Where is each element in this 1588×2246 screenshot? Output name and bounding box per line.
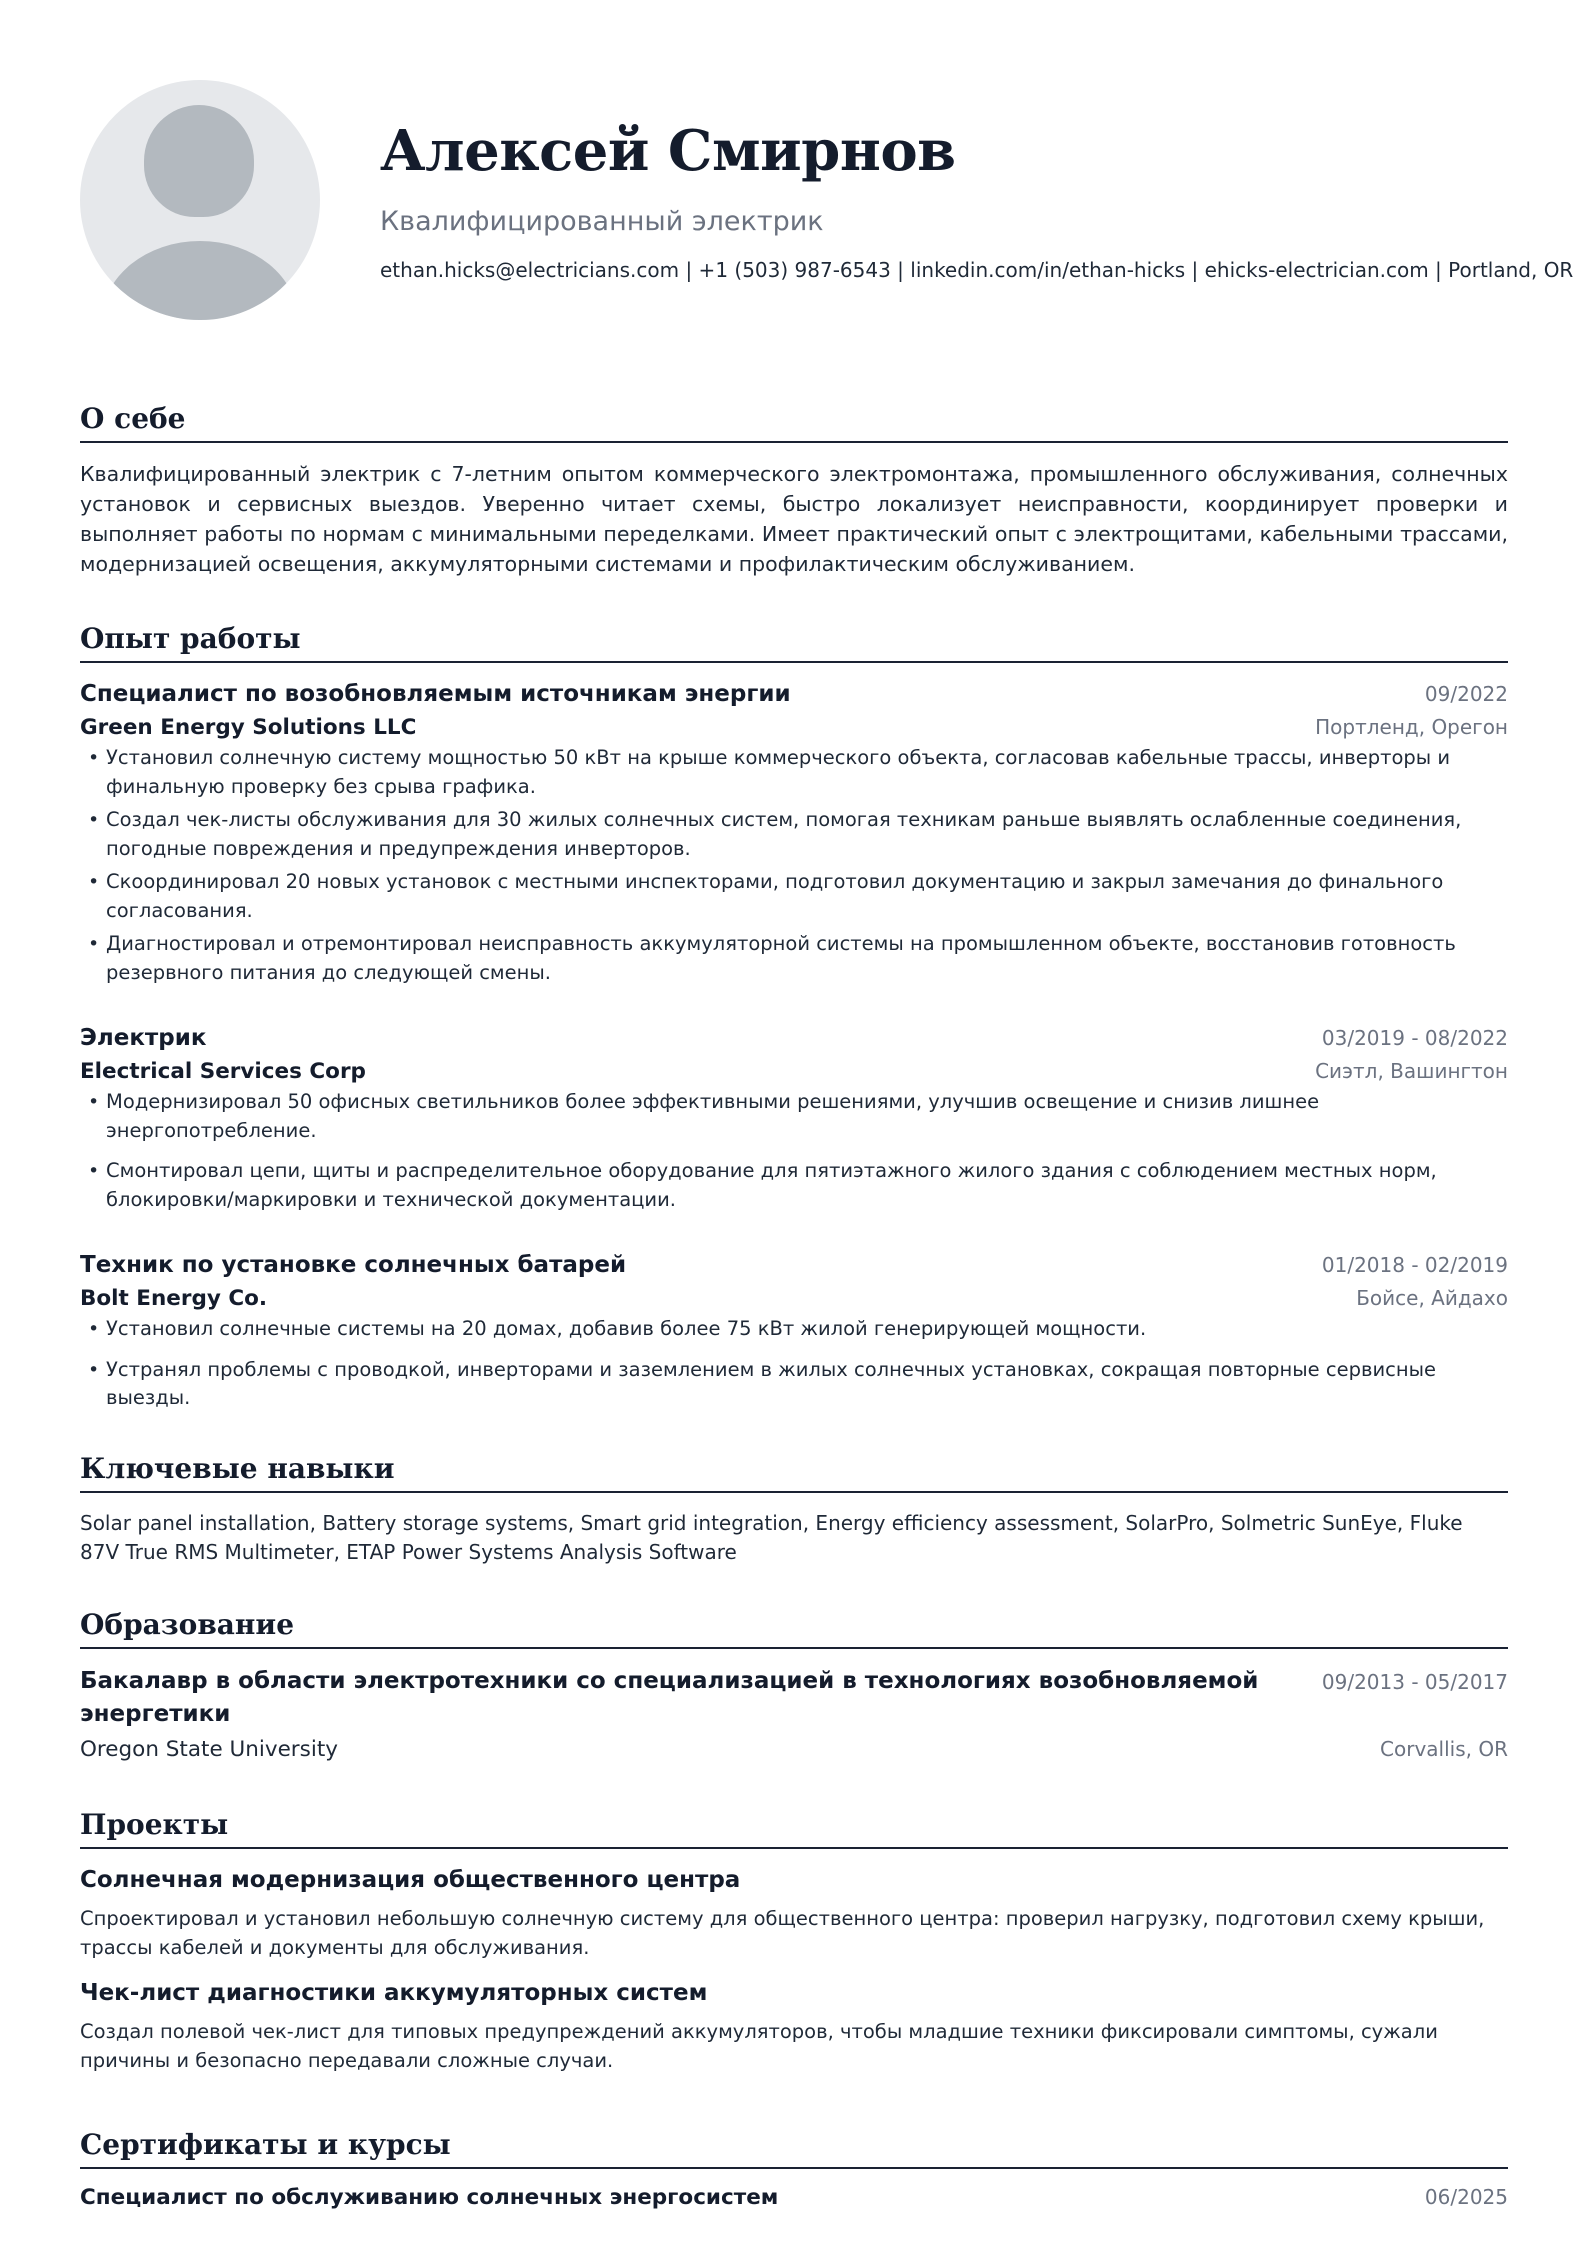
skills-text: Solar panel installation, Battery storage systems, Smart grid integration, Energy efficiency assessment, SolarPro, Solmetric SunEye, Fluke 87V True RMS Multimeter, ETAP Power Systems Analysis Software [80, 1511, 1463, 1564]
education-school: Oregon State University [80, 1737, 338, 1762]
project-description: Создал полевой чек-лист для типовых предупреждений аккумуляторов, чтобы младшие техники фиксировали симптомы, сужали причины и безопасно передавали сложные случаи. [80, 2020, 1438, 2072]
avatar [80, 80, 320, 320]
section-title: Образование [80, 1608, 1508, 1649]
education-section [80, 1608, 1508, 1762]
job-bullet: • Установил солнечную систему мощностью 50 кВт на крыше коммерческого объекта, согласовав кабельные трассы, инверторы и финальную проверку без срыва графика. [80, 744, 1508, 801]
experience-section [80, 622, 1508, 1413]
summary-text: Квалифицированный электрик с 7-летним опытом коммерческого электромонтажа, промышленного обслуживания, солнечных установок и сервисных выездов. Уверенно читает схемы, быстро локализует неисправности, координирует проверки и выполняет работы по нормам с минимальными переделками. Имеет практический опыт с электрощитами, кабельными трассами, модернизацией освещения, аккумуляторными системами и профилактическим обслуживанием. [80, 462, 1508, 576]
project-entry [80, 1980, 1508, 2075]
project-entry [80, 1867, 1508, 1962]
job-bullets [80, 1088, 1508, 1214]
job-location: Сиэтл, Вашингтон [1315, 1059, 1508, 1083]
job-entry [80, 1025, 1508, 1214]
project-description: Спроектировал и установил небольшую солнечную систему для общественного центра: проверил нагрузку, подготовил схему крыши, трассы кабелей и документы для обслуживания. [80, 1907, 1485, 1959]
summary-section [80, 402, 1508, 579]
job-title: Специалист по возобновляемым источникам энергии [80, 681, 791, 707]
education-location: Corvallis, OR [1380, 1737, 1508, 1761]
project-title: Солнечная модернизация общественного центра [80, 1867, 741, 1893]
job-company: Electrical Services Corp [80, 1059, 366, 1084]
contact-line: ethan.hicks@electricians.com | +1 (503) 987-6543 | linkedin.com/in/ethan-hicks | ehicks-electrician.com | Portland, OR [380, 258, 1574, 282]
job-location: Бойсе, Айдахо [1356, 1286, 1508, 1310]
section-title: Ключевые навыки [80, 1452, 1508, 1493]
certificate-title: Специалист по обслуживанию солнечных энергосистем [80, 2185, 779, 2210]
candidate-title: Квалифицированный электрик [380, 206, 824, 237]
job-bullet: • Устранял проблемы с проводкой, инверторами и заземлением в жилых солнечных установках, сокращая повторные сервисные выезды. [80, 1356, 1508, 1413]
candidate-name: Алексей Смирнов [380, 118, 956, 184]
job-bullets [80, 744, 1508, 987]
section-title: Опыт работы [80, 622, 1508, 663]
job-location: Портленд, Орегон [1315, 715, 1508, 739]
avatar-body-shape [102, 241, 298, 320]
job-bullet: • Смонтировал цепи, щиты и распределительное оборудование для пятиэтажного жилого здания с соблюдением местных норм, блокировки/маркировки и технической документации. [80, 1157, 1508, 1214]
certificate-date: 06/2025 [1424, 2185, 1508, 2209]
certificates-section [80, 2128, 1508, 2210]
job-bullet: • Установил солнечные системы на 20 домах, добавив более 75 кВт жилой генерирующей мощности. [80, 1315, 1508, 1344]
job-title: Электрик [80, 1025, 207, 1051]
project-title: Чек-лист диагностики аккумуляторных систем [80, 1980, 708, 2006]
job-bullet: • Диагностировал и отремонтировал неисправность аккумуляторной системы на промышленном объекте, восстановив готовность резервного питания до следующей смены. [80, 930, 1508, 987]
job-bullet: • Создал чек-листы обслуживания для 30 жилых солнечных систем, помогая техникам раньше выявлять ослабленные соединения, погодные повреждения и предупреждения инверторов. [80, 806, 1508, 863]
job-date: 03/2019 - 08/2022 [1321, 1026, 1508, 1050]
education-degree: Бакалавр в области электротехники со специализацией в технологиях возобновляемой энергетики [80, 1668, 1259, 1727]
section-title: Проекты [80, 1808, 1508, 1849]
job-title: Техник по установке солнечных батарей [80, 1252, 627, 1278]
education-date: 09/2013 - 05/2017 [1321, 1670, 1508, 1694]
job-bullet: • Скоординировал 20 новых установок с местными инспекторами, подготовил документацию и закрыл замечания до финального согласования. [80, 868, 1508, 925]
certificate-entry [80, 2185, 1508, 2210]
section-title: О себе [80, 402, 1508, 443]
job-date: 09/2022 [1424, 682, 1508, 706]
job-entry [80, 1252, 1508, 1413]
job-company: Bolt Energy Co. [80, 1286, 268, 1311]
job-bullets [80, 1315, 1508, 1413]
job-entry [80, 681, 1508, 987]
avatar-head-shape [144, 105, 254, 217]
section-title: Сертификаты и курсы [80, 2128, 1508, 2169]
job-bullet: • Модернизировал 50 офисных светильников более эффективными решениями, улучшив освещение и снизив лишнее энергопотребление. [80, 1088, 1508, 1145]
skills-section [80, 1452, 1508, 1566]
job-company: Green Energy Solutions LLC [80, 715, 417, 740]
projects-section [80, 1808, 1508, 2075]
job-date: 01/2018 - 02/2019 [1321, 1253, 1508, 1277]
